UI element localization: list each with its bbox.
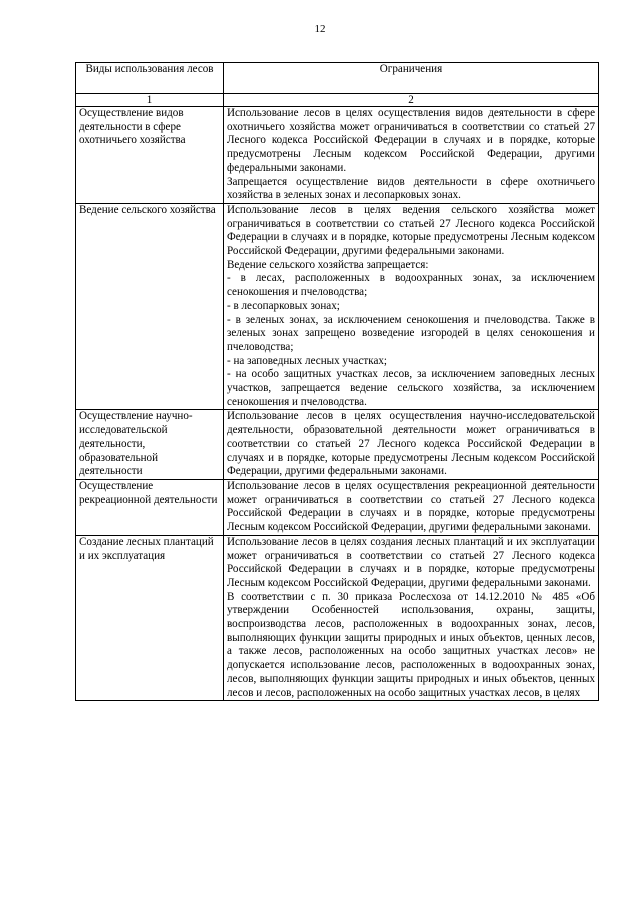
restriction-paragraph: В соответствии с п. 30 приказа Рослесхоза от 14.12.2010 № 485 «Об утверждении Особенностей использования, охраны, защиты, воспроизводства лесов, расположенных в водоохранных зонах, лесов, выполняющих функции защиты природных и иных объектов, ценных лесов, а также лесов, расположенных на особо защитных участках лесов» не допускается использование лесов, расположенных в водоохранных зонах, лесов, выполняющих функции защиты природных и иных объектов, ценных лесов и лесов, расположенных на особо защитных участках лесов, в целях [227,590,595,699]
column-number-2: 2 [224,94,599,107]
header-restrictions: Ограничения [224,63,599,94]
restriction-cell [224,535,599,700]
restriction-paragraph: Использование лесов в целях осуществления научно-исследовательской деятельности, образовательной деятельности может ограничиваться в соответствии со статьей 27 Лесного кодекса Российской Федерации в случаях и в порядке, которые предусмотрены Лесным кодексом Российской Федерации, другими федеральными законами. [227,410,595,478]
use-type-cell: Создание лесных плантаций и их эксплуатация [76,535,224,700]
restriction-paragraph: Ведение сельского хозяйства запрещается: [227,258,429,271]
table-row [76,203,599,410]
restriction-paragraph: - в лесопарковых зонах; [227,299,340,312]
table-row [76,107,599,204]
column-number-row [76,94,599,107]
restriction-paragraph: Использование лесов в целях ведения сельского хозяйства может ограничиваться в соответствии со статьей 27 Лесного кодекса Российской Федерации в случаях и в порядке, которые предусмотрены Лесным кодексом Российской Федерации, другими федеральными законами. [227,203,595,258]
use-type-cell: Осуществление научно-исследовательской деятельности, образовательной деятельности [76,410,224,480]
restriction-paragraph: - на заповедных лесных участках; [227,354,388,367]
restriction-paragraph: Запрещается осуществление видов деятельности в сфере охотничьего хозяйства в зеленых зонах и лесопарковых зонах. [227,175,595,202]
restriction-cell [224,410,599,480]
restriction-cell [224,107,599,204]
restriction-cell [224,203,599,410]
restriction-cell [224,479,599,535]
use-type-cell: Ведение сельского хозяйства [76,203,224,410]
use-type-cell: Осуществление видов деятельности в сфере охотничьего хозяйства [76,107,224,204]
table-row [76,535,599,700]
header-use-types: Виды использования лесов [76,63,224,94]
restriction-paragraph: - в зеленых зонах, за исключением сенокошения и пчеловодства. Также в зеленых зонах запрещено возведение изгородей в целях сенокошения и пчеловодства; [227,313,595,353]
restriction-paragraph: - на особо защитных участках лесов, за исключением заповедных лесных участков, запрещается ведение сельского хозяйства, за исключением сенокошения и пчеловодства. [227,368,595,408]
table-header-row [76,63,599,94]
table-row [76,410,599,480]
restriction-paragraph: Использование лесов в целях создания лесных плантаций и их эксплуатации может ограничиваться в соответствии со статьей 27 Лесного кодекса Российской Федерации в случаях и в порядке, которые предусмотрены Лесным кодексом Российской Федерации, другими федеральными законами. [227,535,595,589]
restriction-paragraph: - в лесах, расположенных в водоохранных зонах, за исключением сенокошения и пчеловодства; [227,272,595,299]
restriction-paragraph: Использование лесов в целях осуществления видов деятельности в сфере охотничьего хозяйства может ограничиваться в соответствии со статьей 27 Лесного кодекса Российской Федерации в случаях и в порядке, которые предусмотрены Лесным кодексом Российской Федерации, другими федеральными законами. [227,107,595,174]
table-row [76,479,599,535]
restrictions-table [75,62,599,701]
use-type-cell: Осуществление рекреационной деятельности [76,479,224,535]
restriction-paragraph: Использование лесов в целях осуществления рекреационной деятельности может ограничиваться в соответствии со статьей 27 Лесного кодекса Российской Федерации в случаях и в порядке, которые предусмотрены Лесным кодексом Российской Федерации, другими федеральными законами. [227,479,595,534]
page-number: 12 [314,23,326,35]
column-number-1: 1 [76,94,224,107]
